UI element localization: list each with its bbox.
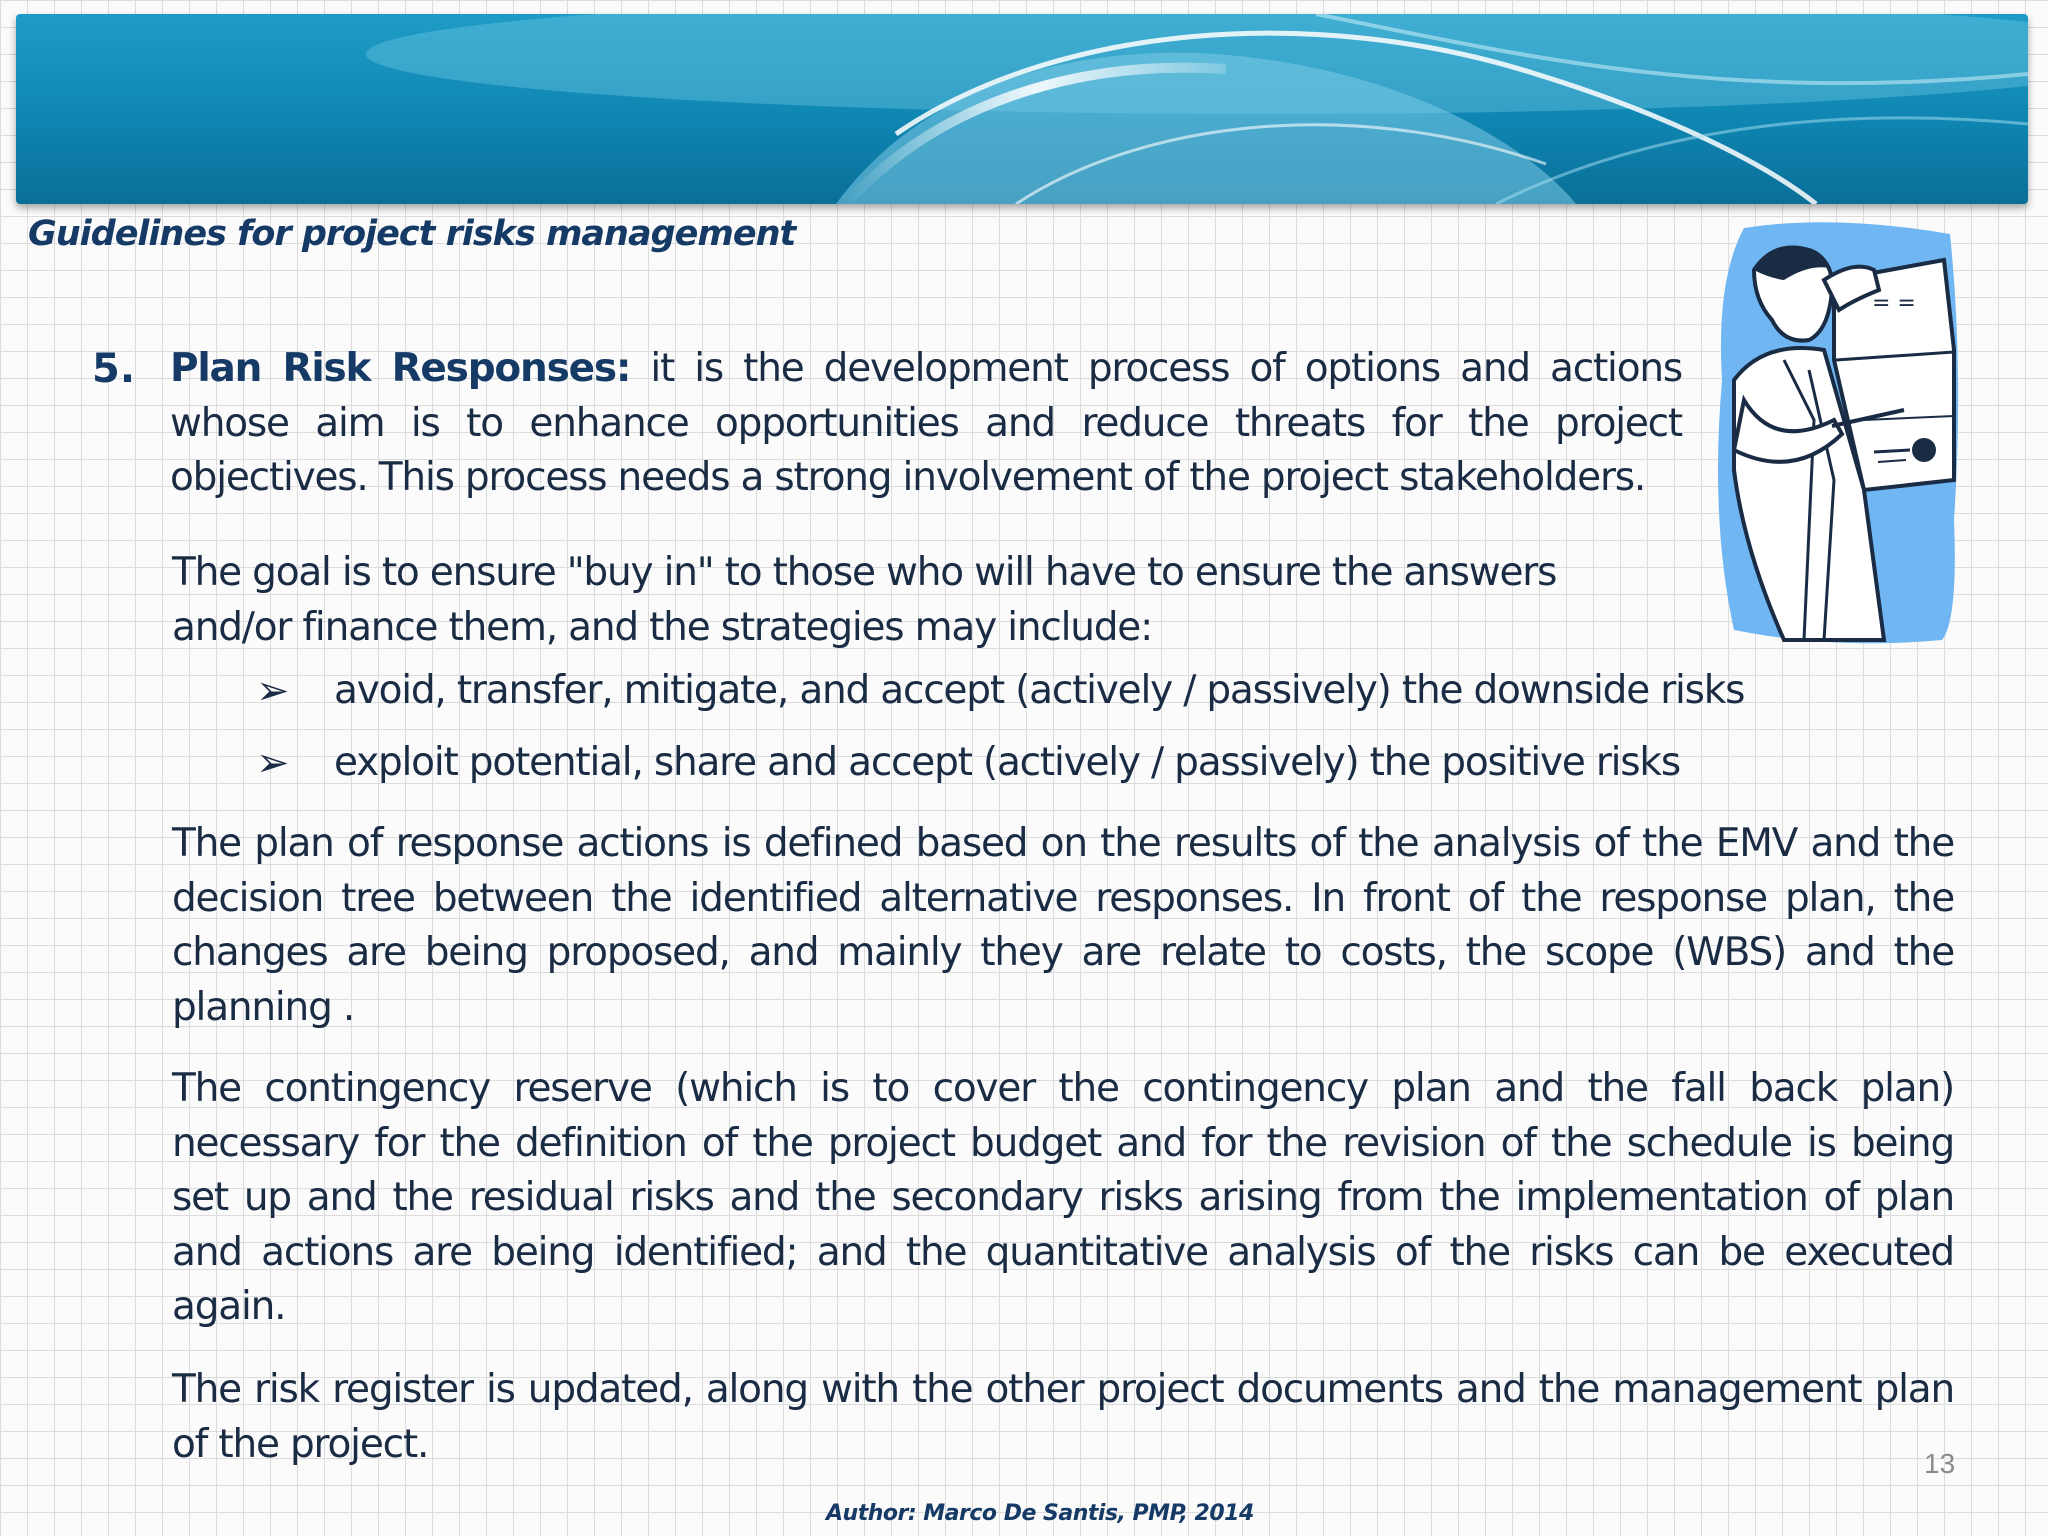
bullet-arrow-icon: ➢ (256, 740, 290, 786)
header-banner (16, 14, 2028, 204)
list-item-number: 5. (92, 346, 136, 392)
banner-swoosh-graphic (16, 14, 2028, 204)
bullet-item-positive-risks: exploit potential, share and accept (actively / passively) the positive risks (334, 740, 1680, 785)
response-plan-paragraph: The plan of response actions is defined based on the results of the analysis of the EMV and the decision tree between the identified alternative responses. In front of the response plan, the changes are being proposed, and mainly they are relate to costs, the scope (WBS) and the planning . (172, 821, 1954, 1030)
svg-text:= =: = = (1872, 291, 1916, 316)
plan-risk-responses-item (170, 342, 1682, 506)
bullet-arrow-icon: ➢ (256, 668, 290, 714)
item-description: it is the development process of options and actions whose aim is to enhance opportunities and reduce threats for the project objectives. This process needs a strong involvement of the project stakeholders. (170, 346, 1682, 500)
goal-paragraph: The goal is to ensure "buy in" to those who will have to ensure the answers and/or finance them, and the strategies may include: (172, 550, 1557, 650)
item-heading: Plan Risk Responses: (170, 346, 631, 391)
slide-title: Guidelines for project risks management (28, 214, 796, 254)
contingency-reserve-paragraph: The contingency reserve (which is to cover the contingency plan and the fall back plan) necessary for the definition of the project budget and for the revision of the schedule is being set up and the residual risks and the secondary risks arising from the implementation of plan and actions are being identified; and the quantitative analysis of the risks can be executed again. (172, 1066, 1954, 1329)
author-footer: Author: Marco De Santis, PMP, 2014 (826, 1501, 1254, 1526)
page-number: 13 (1924, 1448, 1956, 1479)
bullet-item-downside-risks: avoid, transfer, mitigate, and accept (actively / passively) the downside risks (334, 668, 1745, 713)
risk-register-paragraph: The risk register is updated, along with the other project documents and the management plan of the project. (172, 1367, 1954, 1467)
man-holding-document-clipart (1714, 220, 1962, 648)
